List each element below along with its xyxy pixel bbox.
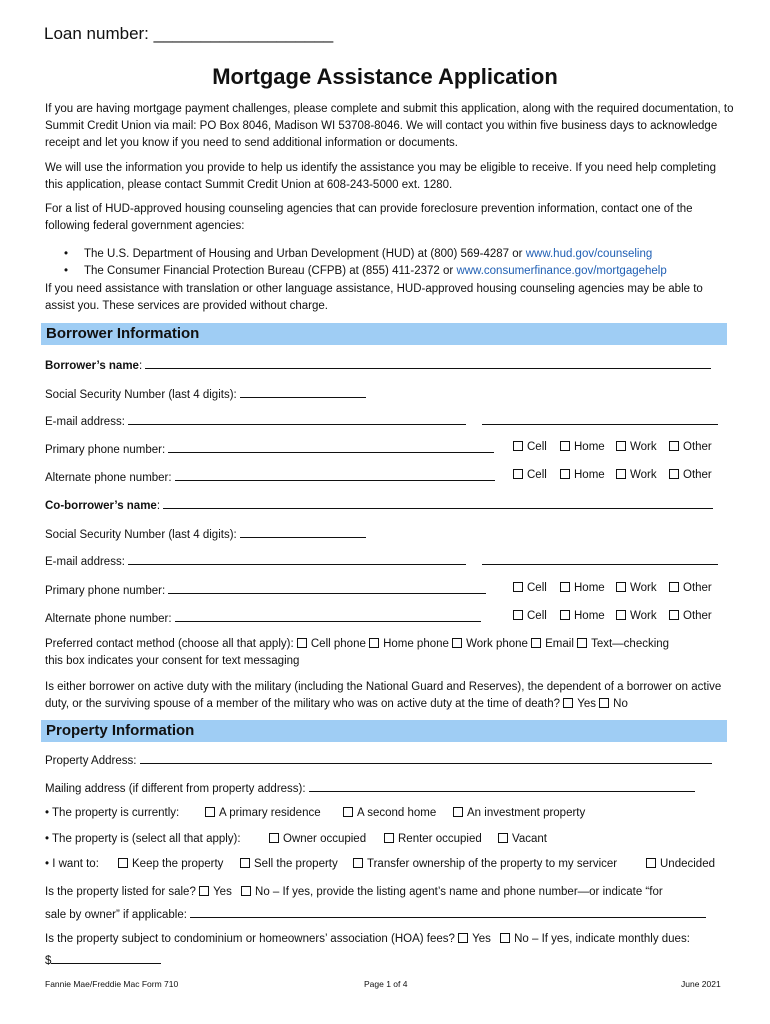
option-label: A primary residence bbox=[219, 807, 321, 819]
checkbox[interactable] bbox=[369, 638, 379, 648]
option-label: Transfer ownership of the property to my servicer bbox=[367, 858, 618, 870]
borrower-alternate-work-option[interactable] bbox=[616, 469, 657, 481]
checkbox[interactable] bbox=[669, 610, 679, 620]
coborrower-alternate-cell-option[interactable] bbox=[513, 610, 547, 622]
option-label: Work bbox=[630, 469, 657, 481]
option-label: Cell bbox=[527, 469, 547, 481]
checkbox[interactable] bbox=[452, 638, 462, 648]
coborrower-primary-home-option[interactable] bbox=[560, 582, 605, 594]
checkbox[interactable] bbox=[646, 858, 656, 868]
option-label: Text—checking bbox=[591, 638, 670, 650]
checkbox[interactable] bbox=[118, 858, 128, 868]
coborrower-primary-other-option[interactable] bbox=[669, 582, 712, 594]
property-address-input[interactable] bbox=[140, 752, 712, 764]
bullet-dot-icon: • bbox=[45, 858, 50, 870]
checkbox[interactable] bbox=[669, 582, 679, 592]
borrower-ssn-row bbox=[45, 386, 366, 401]
borrower-primary-home-option[interactable] bbox=[560, 441, 605, 453]
listed-no-option[interactable] bbox=[235, 886, 663, 898]
option-label: Home bbox=[574, 582, 605, 594]
borrower-section-header bbox=[41, 323, 727, 345]
checkbox[interactable] bbox=[343, 807, 353, 817]
bullet-dot-icon: • bbox=[64, 265, 69, 277]
option-label: Work bbox=[630, 441, 657, 453]
checkbox[interactable] bbox=[531, 638, 541, 648]
coborrower-ssn-label: Social Security Number (last 4 digits): bbox=[45, 529, 240, 541]
borrower-primary-work-option[interactable] bbox=[616, 441, 657, 453]
borrower-email-input-2[interactable] bbox=[482, 413, 718, 425]
checkbox[interactable] bbox=[513, 441, 523, 451]
coborrower-alternate-phone-label: Alternate phone number: bbox=[45, 613, 175, 625]
coborrower-ssn-row bbox=[45, 526, 366, 541]
contact-cell-option[interactable] bbox=[297, 638, 366, 650]
intro-paragraph-3: For a list of HUD-approved housing counseling agencies that can provide foreclosure prevention information, contact one of the following federal government agencies: bbox=[45, 203, 693, 232]
option-label: Home bbox=[574, 441, 605, 453]
checkbox[interactable] bbox=[616, 582, 626, 592]
borrower-name-row: Borrower’s name: bbox=[45, 357, 711, 372]
listed-for-sale-row bbox=[45, 886, 663, 898]
coborrower-name-input[interactable] bbox=[163, 497, 713, 509]
preferred-contact-row bbox=[45, 638, 669, 650]
option-label: Yes bbox=[213, 886, 232, 898]
coborrower-primary-phone-row bbox=[45, 582, 486, 597]
property-currently-row bbox=[45, 807, 179, 819]
intro-paragraph-1: If you are having mortgage payment challenges, please complete and submit this application, along with the required documentation, to Summit Credit Union via mail: PO Box 8046, Madison WI 53708-8046. We will contact you within five business days to acknowledge receipt and let you know if you need to send additional information or documents. bbox=[45, 103, 734, 149]
bullet-cfpb-text: The Consumer Financial Protection Bureau (CFPB) at (855) 411-2372 or bbox=[84, 265, 457, 277]
option-label: No bbox=[613, 698, 628, 710]
contact-email-option[interactable] bbox=[531, 638, 574, 650]
checkbox[interactable] bbox=[560, 469, 570, 479]
transfer-ownership-option[interactable] bbox=[353, 858, 617, 870]
option-label: No – If yes, indicate monthly dues: bbox=[514, 933, 690, 945]
owner-occupied-option[interactable] bbox=[269, 833, 366, 845]
checkbox[interactable] bbox=[669, 441, 679, 451]
coborrower-alternate-home-option[interactable] bbox=[560, 610, 605, 622]
borrower-email-label: E-mail address: bbox=[45, 416, 129, 428]
listing-agent-label: sale by owner” if applicable: bbox=[45, 909, 191, 921]
military-yes-option[interactable] bbox=[563, 698, 596, 710]
bullet-dot-icon: • bbox=[64, 248, 69, 260]
borrower-alternate-other-option[interactable] bbox=[669, 469, 712, 481]
option-label: Email bbox=[545, 638, 574, 650]
contact-work-option[interactable] bbox=[452, 638, 528, 650]
intent-label: I want to: bbox=[52, 858, 99, 870]
option-label: Owner occupied bbox=[283, 833, 367, 845]
undecided-option[interactable] bbox=[646, 858, 715, 870]
borrower-primary-phone-row bbox=[45, 441, 494, 456]
dollar-sign: $ bbox=[45, 955, 52, 967]
footer-page-number: Page 1 of 4 bbox=[364, 979, 408, 989]
option-label: Sell the property bbox=[254, 858, 338, 870]
borrower-alternate-phone-row bbox=[45, 469, 495, 484]
hoa-no-option[interactable] bbox=[494, 933, 690, 945]
checkbox[interactable] bbox=[577, 638, 587, 648]
coborrower-name-row: Co-borrower’s name: bbox=[45, 497, 713, 512]
borrower-alternate-cell-option[interactable] bbox=[513, 469, 547, 481]
coborrower-primary-phone-input[interactable] bbox=[168, 582, 486, 594]
borrower-name-label: Borrower’s name bbox=[45, 360, 139, 372]
checkbox[interactable] bbox=[353, 858, 363, 868]
bullet-dot-icon: • bbox=[45, 807, 50, 819]
option-label: Other bbox=[683, 582, 712, 594]
coborrower-email-label: E-mail address: bbox=[45, 556, 129, 568]
checkbox[interactable] bbox=[669, 469, 679, 479]
listed-question-text: Is the property listed for sale? bbox=[45, 886, 196, 898]
contact-home-option[interactable] bbox=[369, 638, 449, 650]
footer-form-number: Fannie Mae/Freddie Mac Form 710 bbox=[45, 979, 179, 989]
listed-yes-option[interactable] bbox=[199, 886, 232, 898]
option-label: Yes bbox=[577, 698, 596, 710]
coborrower-primary-cell-option[interactable] bbox=[513, 582, 547, 594]
option-label: Home bbox=[574, 469, 605, 481]
cfpb-link[interactable]: www.consumerfinance.gov/mortgagehelp bbox=[456, 265, 667, 277]
checkbox[interactable] bbox=[616, 469, 626, 479]
mailing-address-input[interactable] bbox=[309, 780, 695, 792]
option-label: Cell bbox=[527, 610, 547, 622]
property-address-label: Property Address: bbox=[45, 755, 140, 767]
hoa-yes-option[interactable] bbox=[458, 933, 491, 945]
coborrower-name-label: Co-borrower’s name bbox=[45, 500, 157, 512]
property-occupancy-row bbox=[45, 833, 241, 845]
intro-paragraph-4: If you need assistance with translation or other language assistance, HUD-approved housing counseling agencies may be able to assist you. These services are provided without charge. bbox=[45, 283, 703, 312]
option-label: Home phone bbox=[383, 638, 449, 650]
checkbox[interactable] bbox=[513, 582, 523, 592]
option-label: An investment property bbox=[467, 807, 586, 819]
second-home-option[interactable] bbox=[343, 807, 436, 819]
keep-property-option[interactable] bbox=[118, 858, 223, 870]
military-no-option[interactable] bbox=[599, 698, 628, 710]
option-label: Work phone bbox=[466, 638, 528, 650]
checkbox[interactable] bbox=[199, 886, 209, 896]
option-label: Cell bbox=[527, 582, 547, 594]
property-address-row bbox=[45, 752, 712, 767]
checkbox[interactable] bbox=[269, 833, 279, 843]
borrower-primary-phone-label: Primary phone number: bbox=[45, 444, 169, 456]
contact-text-option[interactable] bbox=[577, 638, 669, 650]
checkbox[interactable] bbox=[240, 858, 250, 868]
option-label: Home bbox=[574, 610, 605, 622]
sell-property-option[interactable] bbox=[240, 858, 338, 870]
option-label: No – If yes, provide the listing agent’s name and phone number—or indicate “for bbox=[255, 886, 663, 898]
coborrower-email-row bbox=[45, 553, 718, 568]
checkbox[interactable] bbox=[205, 807, 215, 817]
coborrower-primary-phone-label: Primary phone number: bbox=[45, 585, 169, 597]
option-label: Work bbox=[630, 582, 657, 594]
option-label: A second home bbox=[357, 807, 437, 819]
option-label: Other bbox=[683, 441, 712, 453]
hoa-dues-input[interactable] bbox=[51, 952, 161, 964]
borrower-email-row bbox=[45, 413, 718, 428]
checkbox[interactable] bbox=[560, 582, 570, 592]
vacant-option[interactable] bbox=[498, 833, 547, 845]
option-label: Cell phone bbox=[310, 638, 366, 650]
checkbox[interactable] bbox=[241, 886, 251, 896]
option-label: Keep the property bbox=[132, 858, 224, 870]
coborrower-primary-work-option[interactable] bbox=[616, 582, 657, 594]
borrower-primary-phone-input[interactable] bbox=[168, 441, 494, 453]
option-label: Cell bbox=[527, 441, 547, 453]
coborrower-alternate-work-option[interactable] bbox=[616, 610, 657, 622]
military-question-text: Is either borrower on active duty with the military (including the National Guard and Reserves), the dependent of a borrower on active duty, or the surviving spouse of a member of the military who was on active duty at the time of death? bbox=[45, 681, 722, 710]
footer-date: June 2021 bbox=[681, 979, 721, 989]
borrower-primary-other-option[interactable] bbox=[669, 441, 712, 453]
checkbox[interactable] bbox=[616, 610, 626, 620]
investment-property-option[interactable] bbox=[453, 807, 585, 819]
mailing-address-row bbox=[45, 780, 695, 795]
coborrower-ssn-input[interactable] bbox=[240, 526, 366, 538]
checkbox[interactable] bbox=[513, 469, 523, 479]
option-label: Undecided bbox=[660, 858, 715, 870]
bullet-cfpb bbox=[64, 263, 667, 280]
borrower-alternate-phone-input[interactable] bbox=[175, 469, 495, 481]
checkbox[interactable] bbox=[458, 933, 468, 943]
checkbox[interactable] bbox=[560, 610, 570, 620]
property-header-text: Property Information bbox=[46, 722, 195, 739]
checkbox[interactable] bbox=[513, 610, 523, 620]
page-title: Mortgage Assistance Application bbox=[212, 64, 558, 89]
text-consent-note: this box indicates your consent for text messaging bbox=[45, 655, 300, 667]
option-label: Renter occupied bbox=[398, 833, 482, 845]
option-label: Vacant bbox=[512, 833, 547, 845]
bullet-hud bbox=[64, 246, 653, 263]
loan-number-field[interactable]: Loan number: ___________________ bbox=[44, 24, 334, 43]
checkbox[interactable] bbox=[616, 441, 626, 451]
borrower-alternate-home-option[interactable] bbox=[560, 469, 605, 481]
checkbox[interactable] bbox=[498, 833, 508, 843]
hud-link[interactable]: www.hud.gov/counseling bbox=[525, 248, 653, 260]
property-section-header bbox=[41, 720, 727, 742]
coborrower-email-input[interactable] bbox=[128, 553, 466, 565]
borrower-ssn-input[interactable] bbox=[240, 386, 366, 398]
listing-agent-input[interactable] bbox=[190, 906, 706, 918]
checkbox[interactable] bbox=[563, 698, 573, 708]
checkbox[interactable] bbox=[297, 638, 307, 648]
hoa-dues-row bbox=[45, 952, 161, 967]
coborrower-alternate-phone-input[interactable] bbox=[175, 610, 481, 622]
coborrower-alternate-other-option[interactable] bbox=[669, 610, 712, 622]
borrower-primary-cell-option[interactable] bbox=[513, 441, 547, 453]
option-label: Work bbox=[630, 610, 657, 622]
borrower-name-input[interactable] bbox=[145, 357, 711, 369]
checkbox[interactable] bbox=[599, 698, 609, 708]
mailing-address-label: Mailing address (if different from property address): bbox=[45, 783, 309, 795]
bullet-hud-text: The U.S. Department of Housing and Urban Development (HUD) at (800) 569-4287 or bbox=[84, 248, 526, 260]
checkbox[interactable] bbox=[453, 807, 463, 817]
option-label: Yes bbox=[472, 933, 491, 945]
military-question bbox=[45, 679, 727, 713]
property-currently-label: The property is currently: bbox=[52, 807, 180, 819]
coborrower-alternate-phone-row bbox=[45, 610, 481, 625]
intent-row bbox=[45, 858, 99, 870]
property-occupancy-label: The property is (select all that apply): bbox=[52, 833, 241, 845]
hoa-question-text: Is the property subject to condominium or homeowners’ association (HOA) fees? bbox=[45, 933, 455, 945]
coborrower-email-input-2[interactable] bbox=[482, 553, 718, 565]
option-label: Other bbox=[683, 469, 712, 481]
borrower-alternate-phone-label: Alternate phone number: bbox=[45, 472, 175, 484]
option-label: Other bbox=[683, 610, 712, 622]
checkbox[interactable] bbox=[560, 441, 570, 451]
preferred-contact-label: Preferred contact method (choose all that apply): bbox=[45, 638, 294, 650]
checkbox[interactable] bbox=[384, 833, 394, 843]
hoa-row bbox=[45, 933, 690, 945]
primary-residence-option[interactable] bbox=[205, 807, 321, 819]
listing-agent-row bbox=[45, 906, 706, 921]
checkbox[interactable] bbox=[500, 933, 510, 943]
renter-occupied-option[interactable] bbox=[384, 833, 482, 845]
borrower-email-input[interactable] bbox=[128, 413, 466, 425]
borrower-ssn-label: Social Security Number (last 4 digits): bbox=[45, 389, 240, 401]
bullet-dot-icon: • bbox=[45, 833, 50, 845]
intro-paragraph-2: We will use the information you provide to help us identify the assistance you may be eligible to receive. If you need help completing this application, please contact Summit Credit Union at 608-243-5000 ext. 1280. bbox=[45, 162, 716, 191]
borrower-header-text: Borrower Information bbox=[46, 325, 200, 342]
